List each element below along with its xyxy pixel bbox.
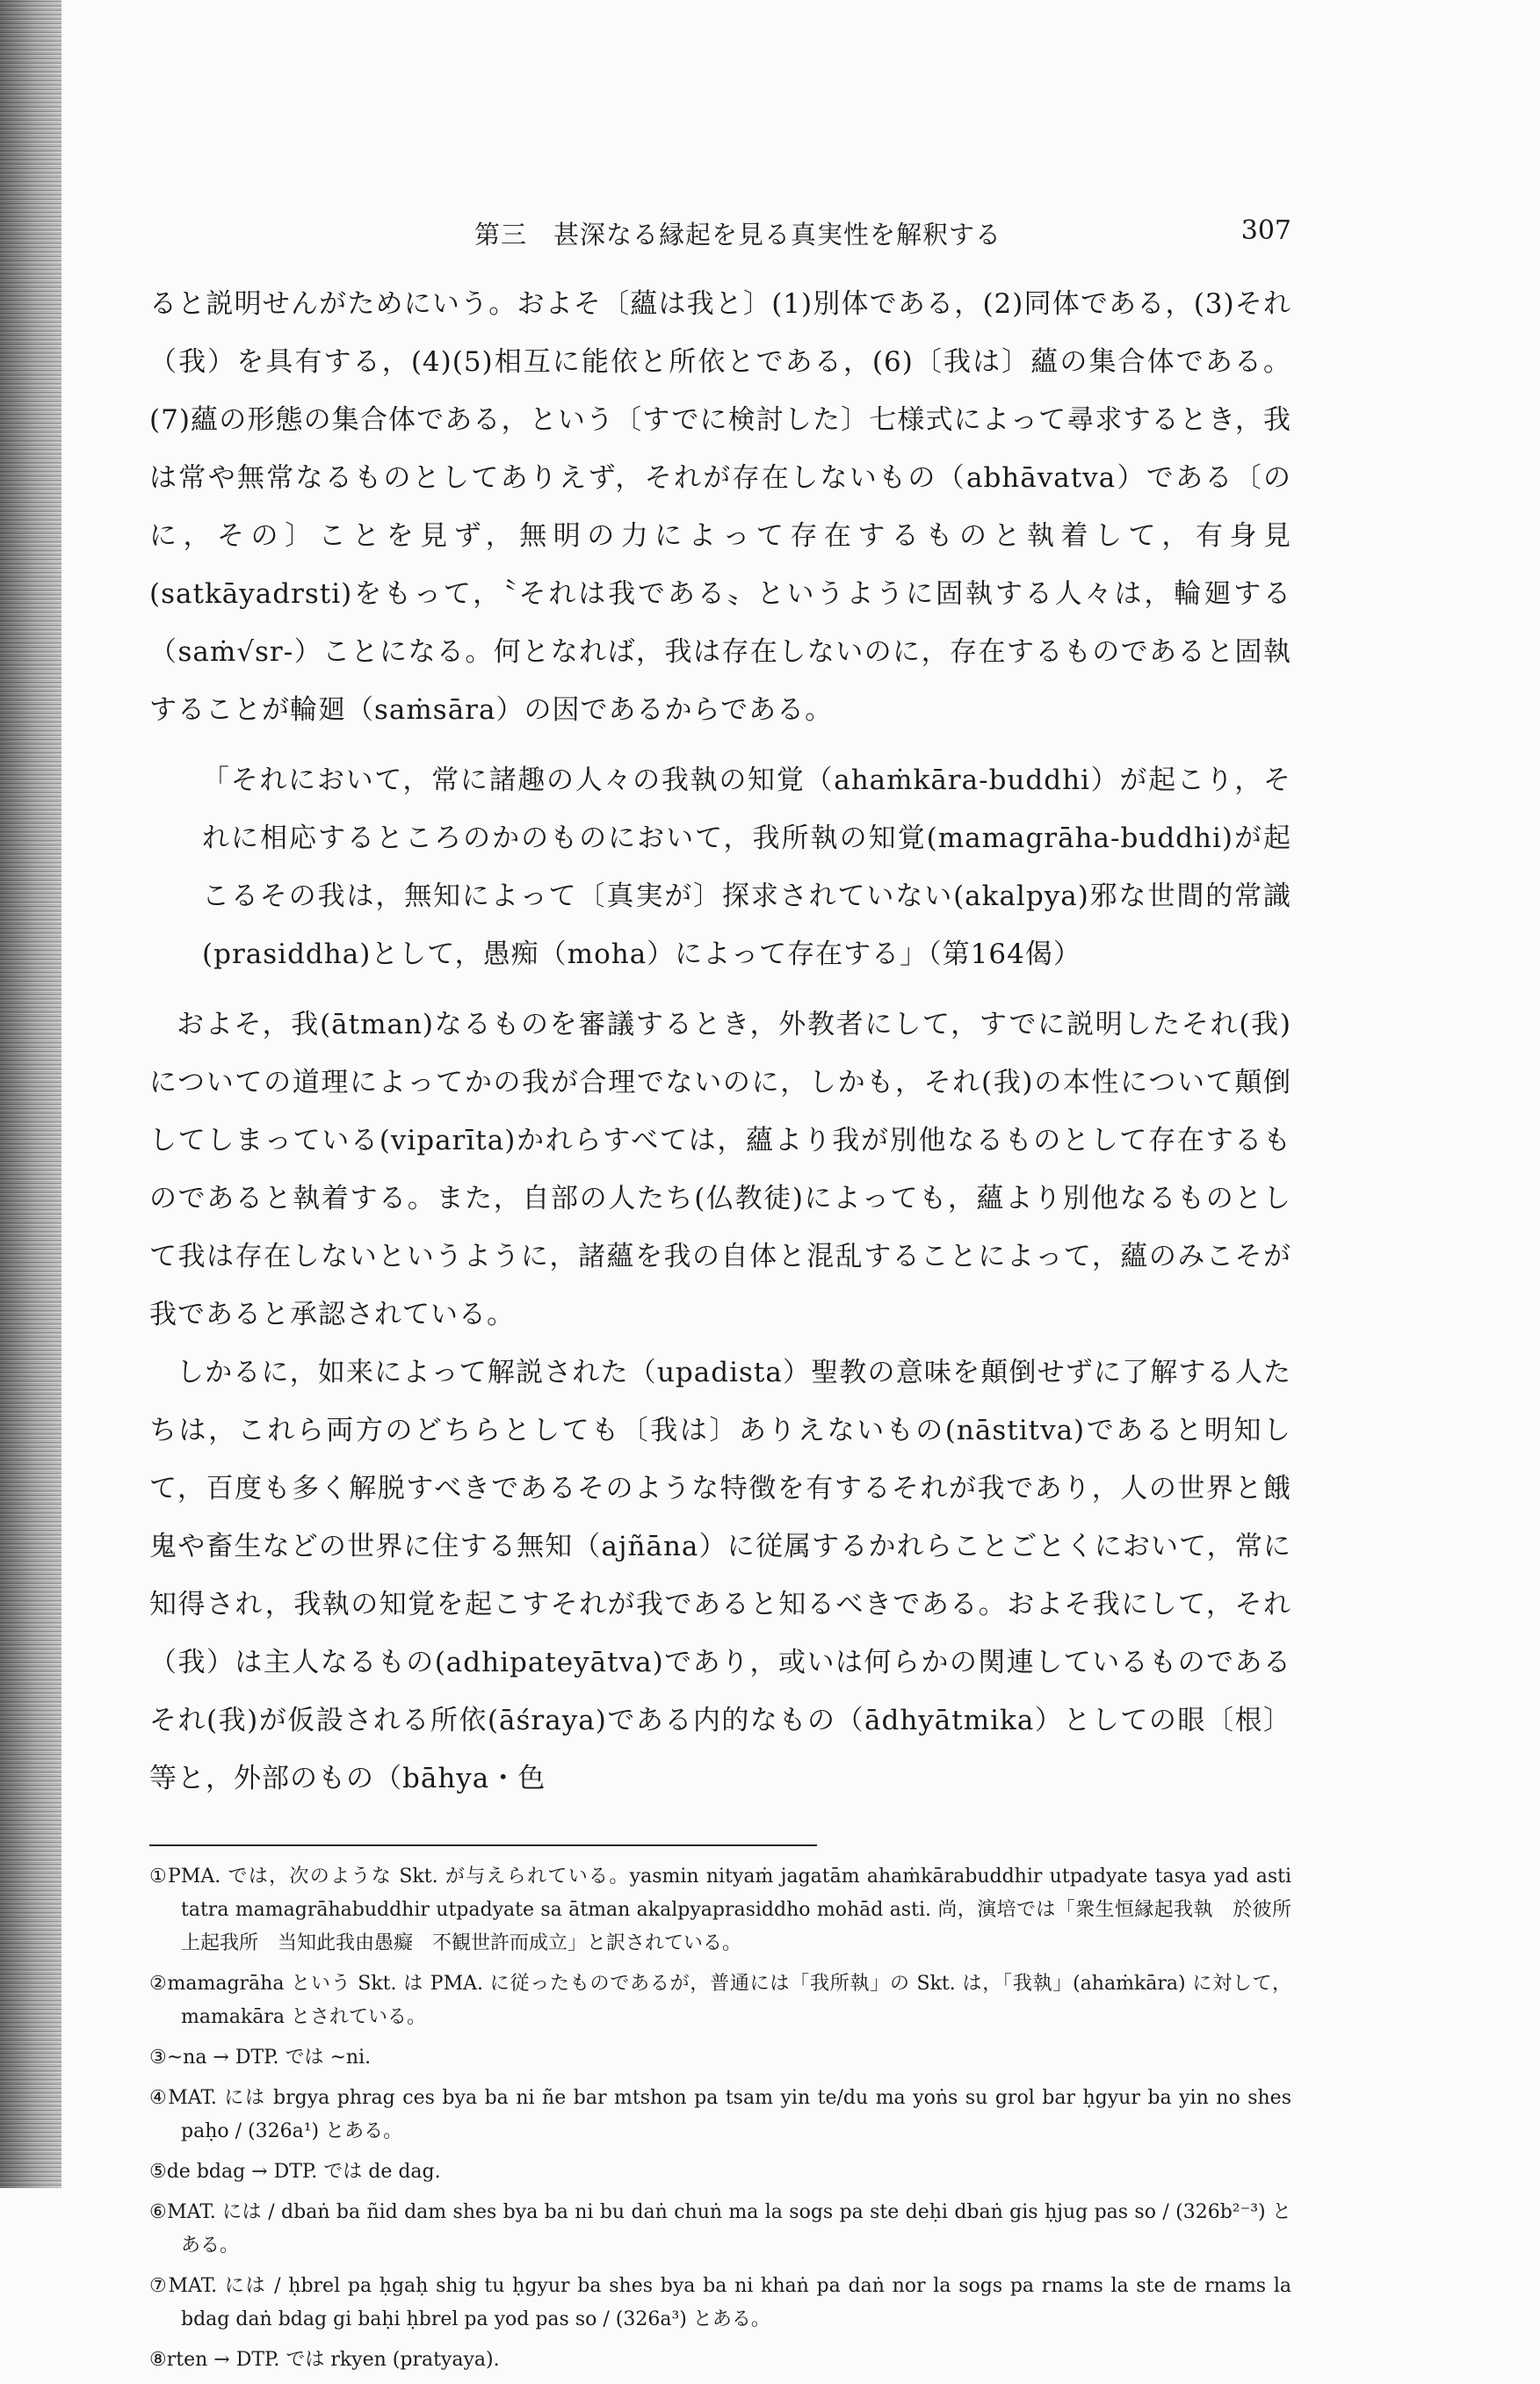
- chapter-title: 第三 甚深なる縁起を見る真実性を解釈する: [474, 220, 1002, 250]
- paragraph-2: およそ，我(ātman)なるものを審議するとき，外教者にして，すでに説明したそれ(我)についての道理によってかの我が合理でないのに，しかも，それ(我)の本性について顛倒してしまっている(viparīta)かれらすべては，蘊より我が別他なるものとして存在するものであると執着する。また，自部の人たち(仏教徒)によっても，蘊より別他なるものとして我は存在しないというように，諸蘊を我の自体と混乱することによって，蘊のみこそが我であると承認されている。: [149, 1009, 1291, 1330]
- body-text: [149, 275, 1291, 1808]
- footnote-1: ①PMA. では，次のような Skt. が与えられている。yasmin nityaṁ jagatām ahaṁkārabuddhir utpadyate tasya yad asti tatra mamagrāhabuddhir utpadyate sa ātman akalpyaprasiddho mohād asti. 尚，演培では「衆生恒縁起我執 於彼所上起我所 当知此我由愚癡 不観世許而成立」と訳されている。: [149, 1866, 1291, 1954]
- footnote-3: ③~na → DTP. では ~ni.: [149, 2047, 372, 2069]
- footnote-2: ②mamagrāha という Skt. は PMA. に従ったものであるが，普通には「我所執」の Skt. は，「我執」(ahaṁkāra) に対して，mamakāra とされている。: [149, 1973, 1291, 2028]
- footnote-divider: [149, 1844, 817, 1846]
- page: [149, 207, 1291, 2384]
- footnote-4: ④MAT. には brgya phrag ces bya ba ni ñe bar mtshon pa tsam yin te/du ma yoṅs su grol bar ḥgyur ba yin no shes paḥo / (326a¹) とある。: [149, 2087, 1291, 2142]
- footnote-5: ⑤de bdag → DTP. では de dag.: [149, 2161, 441, 2183]
- running-header: [149, 207, 1291, 259]
- footnotes: [149, 1860, 1291, 2377]
- footnote-7: ⑦MAT. には / ḥbrel pa ḥgaḥ shig tu ḥgyur ba shes bya ba ni khaṅ pa daṅ nor la sogs pa rnams la ste de rnams la bdag daṅ bdag gi baḥi ḥbrel pa yod pas so / (326a³) とある。: [149, 2275, 1291, 2330]
- footnote-6: ⑥MAT. には / dbaṅ ba ñid dam shes bya ba ni bu daṅ chuṅ ma la sogs pa ste deḥi dbaṅ gis ḥjug pas so / (326b²⁻³) とある。: [149, 2201, 1291, 2257]
- verse-quote: 「それにおいて，常に諸趣の人々の我執の知覚（ahaṁkāra-buddhi）が起こり，それに相応するところのかのものにおいて，我所執の知覚(mamagrāha-buddhi)が起こるその我は，無知によって〔真実が〕探求されていない(akalpya)邪な世間的常識(prasiddha)として，愚痴（moha）によって存在する」（第164偈）: [202, 764, 1291, 970]
- paragraph-3: しかるに，如来によって解説された（upadista）聖教の意味を顛倒せずに了解する人たちは，これら両方のどちらとしても〔我は〕ありえないもの(nāstitva)であると明知して，百度も多く解脱すべきであるそのような特徴を有するそれが我であり，人の世界と餓鬼や畜生などの世界に住する無知（ajñāna）に従属するかれらことごとくにおいて，常に知得され，我執の知覚を起こすそれが我であると知るべきである。およそ我にして，それ（我）は主人なるもの(adhipateyātva)であり，或いは何らかの関連しているものであるそれ(我)が仮設される所依(āśraya)である内的なもの（ādhyātmika）としての眼〔根〕等と，外部のもの（bāhya・色: [149, 1357, 1291, 1794]
- page-number: 307: [1240, 215, 1291, 246]
- paragraph-1: ると説明せんがためにいう。およそ〔蘊は我と〕(1)別体である，(2)同体である，(3)それ（我）を具有する，(4)(5)相互に能依と所依とである，(6)〔我は〕蘊の集合体である。(7)蘊の形態の集合体である，という〔すでに検討した〕七様式によって尋求するとき，我は常や無常なるものとしてありえず，それが存在しないもの（abhāvatva）である〔のに，その〕ことを見ず，無明の力によって存在するものと執着して，有身見(satkāyadrsti)をもって，〝それは我である〟というように固執する人々は，輪廻する（saṁ√sr-）ことになる。何となれば，我は存在しないのに，存在するものであると固執することが輪廻（saṁsāra）の因であるからである。: [149, 288, 1291, 726]
- scan-edge-shadow: [0, 0, 61, 2188]
- footnote-8: ⑧rten → DTP. では rkyen (pratyaya).: [149, 2349, 500, 2371]
